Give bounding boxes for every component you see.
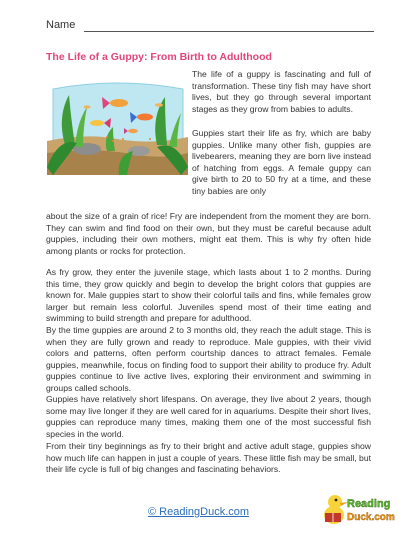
guppy-aquarium-illustration [47, 67, 188, 175]
paragraph-4 [46, 325, 371, 395]
paragraph-2-bottom [46, 211, 371, 257]
paragraph-2-top-text: Guppies start their life as fry, which are baby guppies. Unlike many other fish, guppies are livebearers, meaning they are born live instead of hatching from eggs. A female guppy can give birth to 20 to 50 fry at a time, and these tiny babies are only [192, 128, 371, 196]
paragraph-1 [192, 69, 371, 115]
paragraph-5 [46, 394, 371, 440]
footer-link-text[interactable]: © ReadingDuck.com [148, 506, 250, 518]
name-write-line[interactable] [84, 31, 374, 32]
logo-text-line-1: Reading [347, 498, 391, 510]
paragraph-6-text: From their tiny beginnings as fry to their bright and active adult stage, guppies show how much life can happen in just a couple of years. These little fish may be small, but their life cycle is full of big changes and fascinating behaviors. [46, 441, 371, 475]
paragraph-6 [46, 441, 371, 476]
reading-duck-logo [320, 487, 395, 529]
worksheet-title: The Life of a Guppy: From Birth to Adulthood [46, 51, 272, 63]
footer-link[interactable] [148, 506, 249, 518]
paragraph-4-text: By the time guppies are around 2 to 3 months old, they reach the adult stage. This is when they are fully grown and ready to reproduce. Male guppies, with their vivid colors and patterns, often perform courtship dances to attract females. Female guppies, meanwhile, focus on finding food to support their ability to produce fry. Adult guppies continue to live active lives, exploring their environment and swimming in groups called schools. [46, 325, 371, 393]
paragraph-5-text: Guppies have relatively short lifespans. On average, they live about 2 years, though some may live longer if they are well cared for in aquariums. Despite their short lives, guppies can reproduce many times, making them one of the most successful fish species in the world. [46, 394, 371, 439]
paragraph-2-bottom-text: about the size of a grain of rice! Fry are independent from the moment they are born. They can swim and find food on their own, but they must be careful because adult guppies, including their own mothers, might eat them. This is why fry often hide among plants or rocks for protection. [46, 211, 371, 256]
paragraph-3-text: As fry grow, they enter the juvenile stage, which lasts about 1 to 2 months. During this time, they grow quickly and begin to develop the bright colors that guppies are known for. Male guppies start to show their colorful tails and fins, while females grow larger but remain less colorful. Juveniles spend most of their time eating and swimming to build strength and prepare for adulthood. [46, 267, 371, 324]
logo-text-line-2: Duck.com [347, 512, 395, 523]
paragraph-3 [46, 267, 371, 325]
name-label: Name [46, 19, 76, 31]
paragraph-2-top [192, 128, 371, 198]
paragraph-1-text: The life of a guppy is fascinating and full of transformation. These tiny fish may have short lives, but they go through several important stages as they grow from babies to adults. [192, 69, 371, 114]
